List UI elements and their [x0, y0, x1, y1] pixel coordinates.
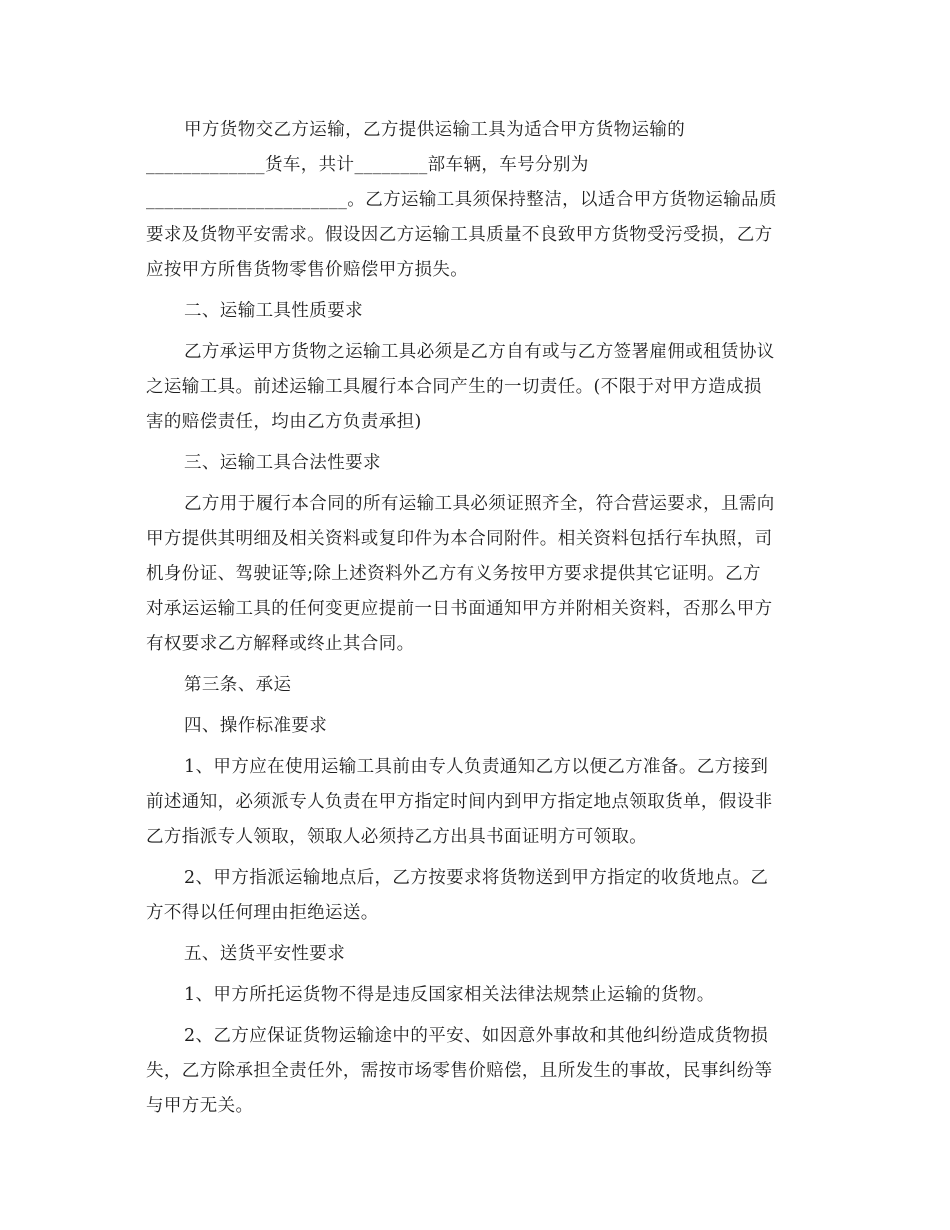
paragraph-line: 乙方承运甲方货物之运输工具必须是乙方自有或与乙方签署雇佣或租赁协议: [184, 342, 775, 362]
section-heading: 四、操作标准要求: [184, 716, 328, 736]
section-heading: 三、运输工具合法性要求: [184, 453, 381, 473]
article-heading: 第三条、承运: [184, 675, 292, 695]
paragraph-line: 要求及货物平安需求。假设因乙方运输工具质量不良致甲方货物受污受损，乙方: [146, 225, 773, 245]
paragraph-line: 应按甲方所售货物零售价赔偿甲方损失。: [146, 260, 469, 280]
paragraph-line: 甲方提供其明细及相关资料或复印件为本合同附件。相关资料包括行车执照，司: [146, 529, 773, 549]
paragraph-line: 1、甲方所托运货物不得是违反国家相关法律法规禁止运输的货物。: [184, 985, 715, 1005]
paragraph-line: 失，乙方除承担全责任外，需按市场零售价赔偿，且所发生的事故，民事纠纷等: [146, 1061, 773, 1081]
paragraph-line: 乙方指派专人领取，领取人必须持乙方出具书面证明方可领取。: [146, 827, 648, 847]
contract-text: [146, 113, 810, 1124]
paragraph-line: 害的赔偿责任，均由乙方负责承担): [146, 412, 422, 432]
paragraph-line: 前述通知，必须派专人负责在甲方指定时间内到甲方指定地点领取货单，假设非: [146, 792, 773, 812]
paragraph-line: 乙方用于履行本合同的所有运输工具必须证照齐全，符合营运要求，且需向: [184, 494, 775, 514]
paragraph-line: 对承运运输工具的任何变更应提前一日书面通知甲方并附相关资料，否那么甲方: [146, 599, 773, 619]
paragraph-line: 2、甲方指派运输地点后，乙方按要求将货物送到甲方指定的收货地点。乙: [184, 868, 769, 888]
paragraph-line: 甲方货物交乙方运输，乙方提供运输工具为适合甲方货物运输的: [184, 120, 686, 140]
paragraph-line: 机身份证、驾驶证等;除上述资料外乙方有义务按甲方要求提供其它证明。乙方: [146, 564, 761, 584]
section-heading: 五、送货平安性要求: [184, 944, 346, 964]
paragraph-line: 1、甲方应在使用运输工具前由专人负责通知乙方以便乙方准备。乙方接到: [184, 757, 769, 777]
section-heading: 二、运输工具性质要求: [184, 301, 363, 321]
paragraph-line: _____________货车，共计________部车辆，车号分别为: [146, 155, 589, 175]
paragraph-line: 与甲方无关。: [146, 1096, 254, 1116]
paragraph-line: 2、乙方应保证货物运输途中的平安、如因意外事故和其他纠纷造成货物损: [184, 1026, 769, 1046]
paragraph-line: 方不得以任何理由拒绝运送。: [146, 903, 379, 923]
paragraph-line: 之运输工具。前述运输工具履行本合同产生的一切责任。(不限于对甲方造成损: [146, 377, 762, 397]
paragraph-line: 有权要求乙方解释或终止其合同。: [146, 634, 415, 654]
paragraph-line: ______________________。乙方运输工具须保持整洁，以适合甲方货物运输品质: [146, 190, 777, 210]
